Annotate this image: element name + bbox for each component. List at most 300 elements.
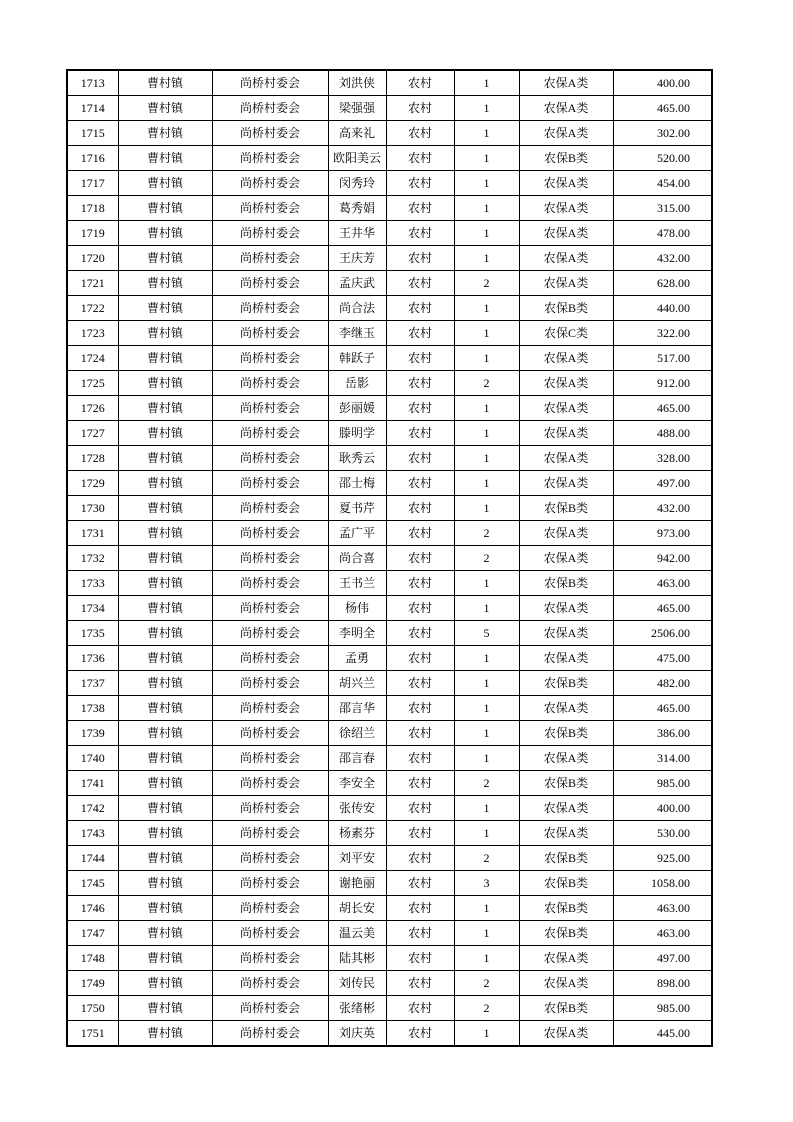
cell-category: 农保A类: [519, 171, 613, 196]
cell-seq: 1735: [67, 621, 118, 646]
cell-amount: 973.00: [613, 521, 712, 546]
cell-committee: 尚桥村委会: [212, 846, 328, 871]
cell-committee: 尚桥村委会: [212, 396, 328, 421]
cell-amount: 517.00: [613, 346, 712, 371]
cell-count: 1: [454, 321, 519, 346]
table-row: [67, 821, 712, 846]
cell-residence: 农村: [386, 171, 454, 196]
cell-count: 3: [454, 871, 519, 896]
cell-name: 邵士梅: [328, 471, 386, 496]
cell-count: 1: [454, 446, 519, 471]
table-row: [67, 571, 712, 596]
cell-residence: 农村: [386, 646, 454, 671]
cell-amount: 454.00: [613, 171, 712, 196]
cell-category: 农保B类: [519, 896, 613, 921]
cell-committee: 尚桥村委会: [212, 871, 328, 896]
table-row: [67, 146, 712, 171]
cell-amount: 463.00: [613, 571, 712, 596]
cell-count: 1: [454, 946, 519, 971]
cell-amount: 530.00: [613, 821, 712, 846]
table-row: [67, 246, 712, 271]
cell-seq: 1728: [67, 446, 118, 471]
cell-amount: 328.00: [613, 446, 712, 471]
cell-name: 刘庆英: [328, 1021, 386, 1047]
cell-committee: 尚桥村委会: [212, 346, 328, 371]
cell-town: 曹村镇: [118, 396, 212, 421]
cell-name: 滕明学: [328, 421, 386, 446]
table-row: [67, 271, 712, 296]
cell-seq: 1737: [67, 671, 118, 696]
cell-category: 农保A类: [519, 221, 613, 246]
cell-town: 曹村镇: [118, 471, 212, 496]
cell-committee: 尚桥村委会: [212, 921, 328, 946]
cell-amount: 400.00: [613, 796, 712, 821]
cell-seq: 1730: [67, 496, 118, 521]
cell-category: 农保A类: [519, 246, 613, 271]
cell-category: 农保A类: [519, 371, 613, 396]
cell-residence: 农村: [386, 271, 454, 296]
cell-committee: 尚桥村委会: [212, 621, 328, 646]
table-row: [67, 846, 712, 871]
cell-category: 农保B类: [519, 571, 613, 596]
cell-town: 曹村镇: [118, 171, 212, 196]
cell-town: 曹村镇: [118, 446, 212, 471]
cell-category: 农保A类: [519, 646, 613, 671]
cell-residence: 农村: [386, 521, 454, 546]
cell-town: 曹村镇: [118, 846, 212, 871]
cell-seq: 1720: [67, 246, 118, 271]
table-row: [67, 721, 712, 746]
cell-town: 曹村镇: [118, 246, 212, 271]
cell-town: 曹村镇: [118, 521, 212, 546]
cell-committee: 尚桥村委会: [212, 696, 328, 721]
cell-count: 1: [454, 721, 519, 746]
cell-seq: 1751: [67, 1021, 118, 1047]
cell-count: 2: [454, 846, 519, 871]
cell-amount: 445.00: [613, 1021, 712, 1047]
table-row: [67, 746, 712, 771]
cell-seq: 1717: [67, 171, 118, 196]
cell-seq: 1726: [67, 396, 118, 421]
cell-residence: 农村: [386, 146, 454, 171]
cell-category: 农保A类: [519, 421, 613, 446]
cell-category: 农保A类: [519, 546, 613, 571]
table-row: [67, 421, 712, 446]
cell-count: 1: [454, 296, 519, 321]
cell-name: 张绪彬: [328, 996, 386, 1021]
cell-category: 农保A类: [519, 271, 613, 296]
cell-seq: 1736: [67, 646, 118, 671]
cell-committee: 尚桥村委会: [212, 321, 328, 346]
cell-amount: 488.00: [613, 421, 712, 446]
table-row: [67, 371, 712, 396]
cell-category: 农保A类: [519, 696, 613, 721]
cell-count: 5: [454, 621, 519, 646]
cell-seq: 1724: [67, 346, 118, 371]
cell-committee: 尚桥村委会: [212, 96, 328, 121]
table-row: [67, 521, 712, 546]
cell-committee: 尚桥村委会: [212, 521, 328, 546]
cell-name: 杨伟: [328, 596, 386, 621]
cell-residence: 农村: [386, 246, 454, 271]
cell-category: 农保A类: [519, 796, 613, 821]
cell-residence: 农村: [386, 571, 454, 596]
cell-residence: 农村: [386, 1021, 454, 1047]
cell-committee: 尚桥村委会: [212, 996, 328, 1021]
cell-seq: 1747: [67, 921, 118, 946]
cell-residence: 农村: [386, 471, 454, 496]
cell-town: 曹村镇: [118, 871, 212, 896]
cell-category: 农保B类: [519, 846, 613, 871]
cell-committee: 尚桥村委会: [212, 821, 328, 846]
cell-count: 2: [454, 996, 519, 1021]
cell-committee: 尚桥村委会: [212, 171, 328, 196]
cell-amount: 386.00: [613, 721, 712, 746]
cell-count: 1: [454, 746, 519, 771]
cell-name: 孟广平: [328, 521, 386, 546]
table-row: [67, 171, 712, 196]
cell-name: 胡长安: [328, 896, 386, 921]
cell-name: 欧阳美云: [328, 146, 386, 171]
cell-town: 曹村镇: [118, 571, 212, 596]
cell-category: 农保A类: [519, 70, 613, 96]
cell-name: 邵言华: [328, 696, 386, 721]
cell-town: 曹村镇: [118, 196, 212, 221]
cell-count: 1: [454, 246, 519, 271]
table-row: [67, 296, 712, 321]
cell-amount: 463.00: [613, 921, 712, 946]
cell-residence: 农村: [386, 446, 454, 471]
cell-amount: 925.00: [613, 846, 712, 871]
cell-name: 李继玉: [328, 321, 386, 346]
table-row: [67, 596, 712, 621]
cell-amount: 475.00: [613, 646, 712, 671]
cell-residence: 农村: [386, 621, 454, 646]
cell-committee: 尚桥村委会: [212, 246, 328, 271]
cell-committee: 尚桥村委会: [212, 271, 328, 296]
cell-seq: 1725: [67, 371, 118, 396]
cell-count: 2: [454, 971, 519, 996]
cell-amount: 463.00: [613, 896, 712, 921]
cell-committee: 尚桥村委会: [212, 70, 328, 96]
cell-seq: 1727: [67, 421, 118, 446]
cell-amount: 400.00: [613, 70, 712, 96]
cell-amount: 314.00: [613, 746, 712, 771]
cell-seq: 1746: [67, 896, 118, 921]
cell-residence: 农村: [386, 371, 454, 396]
cell-committee: 尚桥村委会: [212, 671, 328, 696]
cell-seq: 1719: [67, 221, 118, 246]
cell-category: 农保B类: [519, 721, 613, 746]
cell-town: 曹村镇: [118, 796, 212, 821]
cell-name: 刘传民: [328, 971, 386, 996]
cell-count: 2: [454, 521, 519, 546]
cell-amount: 985.00: [613, 996, 712, 1021]
cell-count: 2: [454, 546, 519, 571]
table-row: [67, 221, 712, 246]
cell-count: 1: [454, 896, 519, 921]
cell-name: 王书兰: [328, 571, 386, 596]
cell-count: 1: [454, 346, 519, 371]
cell-amount: 898.00: [613, 971, 712, 996]
cell-count: 1: [454, 796, 519, 821]
cell-amount: 912.00: [613, 371, 712, 396]
cell-category: 农保B类: [519, 771, 613, 796]
cell-residence: 农村: [386, 70, 454, 96]
cell-residence: 农村: [386, 396, 454, 421]
cell-town: 曹村镇: [118, 346, 212, 371]
cell-town: 曹村镇: [118, 70, 212, 96]
cell-seq: 1740: [67, 746, 118, 771]
cell-town: 曹村镇: [118, 621, 212, 646]
cell-committee: 尚桥村委会: [212, 896, 328, 921]
table-row: [67, 546, 712, 571]
cell-category: 农保B类: [519, 671, 613, 696]
cell-amount: 315.00: [613, 196, 712, 221]
cell-seq: 1713: [67, 70, 118, 96]
cell-name: 刘洪侠: [328, 70, 386, 96]
cell-amount: 482.00: [613, 671, 712, 696]
cell-town: 曹村镇: [118, 971, 212, 996]
cell-seq: 1716: [67, 146, 118, 171]
cell-town: 曹村镇: [118, 146, 212, 171]
table-row: [67, 771, 712, 796]
cell-town: 曹村镇: [118, 646, 212, 671]
cell-count: 1: [454, 171, 519, 196]
cell-town: 曹村镇: [118, 221, 212, 246]
cell-name: 孟勇: [328, 646, 386, 671]
cell-committee: 尚桥村委会: [212, 596, 328, 621]
cell-residence: 农村: [386, 296, 454, 321]
cell-amount: 628.00: [613, 271, 712, 296]
cell-amount: 432.00: [613, 246, 712, 271]
cell-town: 曹村镇: [118, 1021, 212, 1047]
cell-name: 尚合法: [328, 296, 386, 321]
cell-amount: 465.00: [613, 696, 712, 721]
cell-residence: 农村: [386, 196, 454, 221]
cell-committee: 尚桥村委会: [212, 146, 328, 171]
cell-committee: 尚桥村委会: [212, 446, 328, 471]
cell-seq: 1738: [67, 696, 118, 721]
cell-town: 曹村镇: [118, 671, 212, 696]
cell-name: 李安全: [328, 771, 386, 796]
cell-count: 1: [454, 571, 519, 596]
cell-residence: 农村: [386, 871, 454, 896]
cell-count: 2: [454, 271, 519, 296]
cell-category: 农保A类: [519, 1021, 613, 1047]
cell-category: 农保A类: [519, 971, 613, 996]
cell-count: 1: [454, 696, 519, 721]
cell-seq: 1743: [67, 821, 118, 846]
cell-amount: 497.00: [613, 471, 712, 496]
cell-amount: 465.00: [613, 96, 712, 121]
cell-count: 1: [454, 70, 519, 96]
cell-committee: 尚桥村委会: [212, 546, 328, 571]
cell-category: 农保A类: [519, 746, 613, 771]
cell-name: 尚合喜: [328, 546, 386, 571]
cell-category: 农保A类: [519, 121, 613, 146]
cell-name: 温云美: [328, 921, 386, 946]
cell-town: 曹村镇: [118, 696, 212, 721]
cell-amount: 478.00: [613, 221, 712, 246]
table-row: [67, 1021, 712, 1047]
cell-town: 曹村镇: [118, 596, 212, 621]
cell-seq: 1729: [67, 471, 118, 496]
cell-name: 岳影: [328, 371, 386, 396]
cell-category: 农保A类: [519, 346, 613, 371]
cell-town: 曹村镇: [118, 371, 212, 396]
cell-count: 1: [454, 496, 519, 521]
cell-name: 徐绍兰: [328, 721, 386, 746]
cell-residence: 农村: [386, 821, 454, 846]
cell-committee: 尚桥村委会: [212, 946, 328, 971]
table-row: [67, 196, 712, 221]
cell-count: 2: [454, 371, 519, 396]
cell-committee: 尚桥村委会: [212, 721, 328, 746]
cell-count: 1: [454, 471, 519, 496]
cell-seq: 1734: [67, 596, 118, 621]
cell-count: 1: [454, 646, 519, 671]
cell-category: 农保A类: [519, 946, 613, 971]
cell-count: 1: [454, 146, 519, 171]
cell-seq: 1748: [67, 946, 118, 971]
cell-name: 耿秀云: [328, 446, 386, 471]
cell-town: 曹村镇: [118, 96, 212, 121]
cell-seq: 1749: [67, 971, 118, 996]
cell-name: 彭丽媛: [328, 396, 386, 421]
cell-seq: 1733: [67, 571, 118, 596]
cell-name: 王庆芳: [328, 246, 386, 271]
cell-residence: 农村: [386, 96, 454, 121]
cell-town: 曹村镇: [118, 746, 212, 771]
table-row: [67, 996, 712, 1021]
cell-count: 1: [454, 421, 519, 446]
cell-town: 曹村镇: [118, 421, 212, 446]
cell-amount: 465.00: [613, 596, 712, 621]
cell-residence: 农村: [386, 496, 454, 521]
cell-amount: 1058.00: [613, 871, 712, 896]
cell-name: 夏书芹: [328, 496, 386, 521]
cell-seq: 1732: [67, 546, 118, 571]
table-row: [67, 471, 712, 496]
cell-committee: 尚桥村委会: [212, 1021, 328, 1047]
cell-residence: 农村: [386, 996, 454, 1021]
cell-town: 曹村镇: [118, 896, 212, 921]
cell-seq: 1715: [67, 121, 118, 146]
cell-residence: 农村: [386, 971, 454, 996]
cell-amount: 942.00: [613, 546, 712, 571]
table-row: [67, 796, 712, 821]
cell-name: 高来礼: [328, 121, 386, 146]
cell-name: 梁强强: [328, 96, 386, 121]
cell-residence: 农村: [386, 546, 454, 571]
table-row: [67, 646, 712, 671]
cell-town: 曹村镇: [118, 921, 212, 946]
cell-town: 曹村镇: [118, 771, 212, 796]
cell-name: 李明全: [328, 621, 386, 646]
cell-residence: 农村: [386, 771, 454, 796]
cell-seq: 1741: [67, 771, 118, 796]
cell-residence: 农村: [386, 121, 454, 146]
cell-amount: 440.00: [613, 296, 712, 321]
cell-seq: 1744: [67, 846, 118, 871]
cell-committee: 尚桥村委会: [212, 296, 328, 321]
table-row: [67, 346, 712, 371]
cell-residence: 农村: [386, 796, 454, 821]
cell-category: 农保B类: [519, 296, 613, 321]
cell-count: 1: [454, 396, 519, 421]
cell-residence: 农村: [386, 746, 454, 771]
cell-committee: 尚桥村委会: [212, 496, 328, 521]
cell-name: 胡兴兰: [328, 671, 386, 696]
cell-committee: 尚桥村委会: [212, 196, 328, 221]
table-row: [67, 396, 712, 421]
cell-committee: 尚桥村委会: [212, 971, 328, 996]
cell-committee: 尚桥村委会: [212, 796, 328, 821]
cell-committee: 尚桥村委会: [212, 121, 328, 146]
cell-count: 1: [454, 596, 519, 621]
cell-category: 农保A类: [519, 446, 613, 471]
cell-category: 农保C类: [519, 321, 613, 346]
cell-residence: 农村: [386, 896, 454, 921]
cell-committee: 尚桥村委会: [212, 771, 328, 796]
cell-category: 农保B类: [519, 921, 613, 946]
cell-count: 2: [454, 771, 519, 796]
cell-amount: 2506.00: [613, 621, 712, 646]
table-row: [67, 96, 712, 121]
cell-residence: 农村: [386, 696, 454, 721]
cell-category: 农保A类: [519, 821, 613, 846]
cell-residence: 农村: [386, 221, 454, 246]
cell-residence: 农村: [386, 421, 454, 446]
cell-name: 王井华: [328, 221, 386, 246]
cell-name: 陆其彬: [328, 946, 386, 971]
cell-count: 1: [454, 1021, 519, 1047]
cell-seq: 1718: [67, 196, 118, 221]
table-row: [67, 896, 712, 921]
cell-count: 1: [454, 121, 519, 146]
cell-seq: 1739: [67, 721, 118, 746]
cell-name: 杨素芬: [328, 821, 386, 846]
payment-table: [66, 69, 713, 1047]
cell-residence: 农村: [386, 721, 454, 746]
cell-seq: 1714: [67, 96, 118, 121]
cell-town: 曹村镇: [118, 946, 212, 971]
table-row: [67, 946, 712, 971]
cell-town: 曹村镇: [118, 496, 212, 521]
cell-name: 孟庆武: [328, 271, 386, 296]
cell-category: 农保B类: [519, 146, 613, 171]
cell-committee: 尚桥村委会: [212, 371, 328, 396]
cell-town: 曹村镇: [118, 271, 212, 296]
cell-category: 农保B类: [519, 996, 613, 1021]
cell-name: 张传安: [328, 796, 386, 821]
table-row: [67, 921, 712, 946]
cell-town: 曹村镇: [118, 721, 212, 746]
cell-amount: 465.00: [613, 396, 712, 421]
cell-amount: 985.00: [613, 771, 712, 796]
cell-residence: 农村: [386, 846, 454, 871]
table-row: [67, 496, 712, 521]
table-row: [67, 321, 712, 346]
cell-committee: 尚桥村委会: [212, 571, 328, 596]
cell-committee: 尚桥村委会: [212, 646, 328, 671]
payment-table-body: [67, 70, 712, 1046]
cell-category: 农保A类: [519, 196, 613, 221]
cell-category: 农保A类: [519, 471, 613, 496]
cell-town: 曹村镇: [118, 121, 212, 146]
cell-amount: 520.00: [613, 146, 712, 171]
